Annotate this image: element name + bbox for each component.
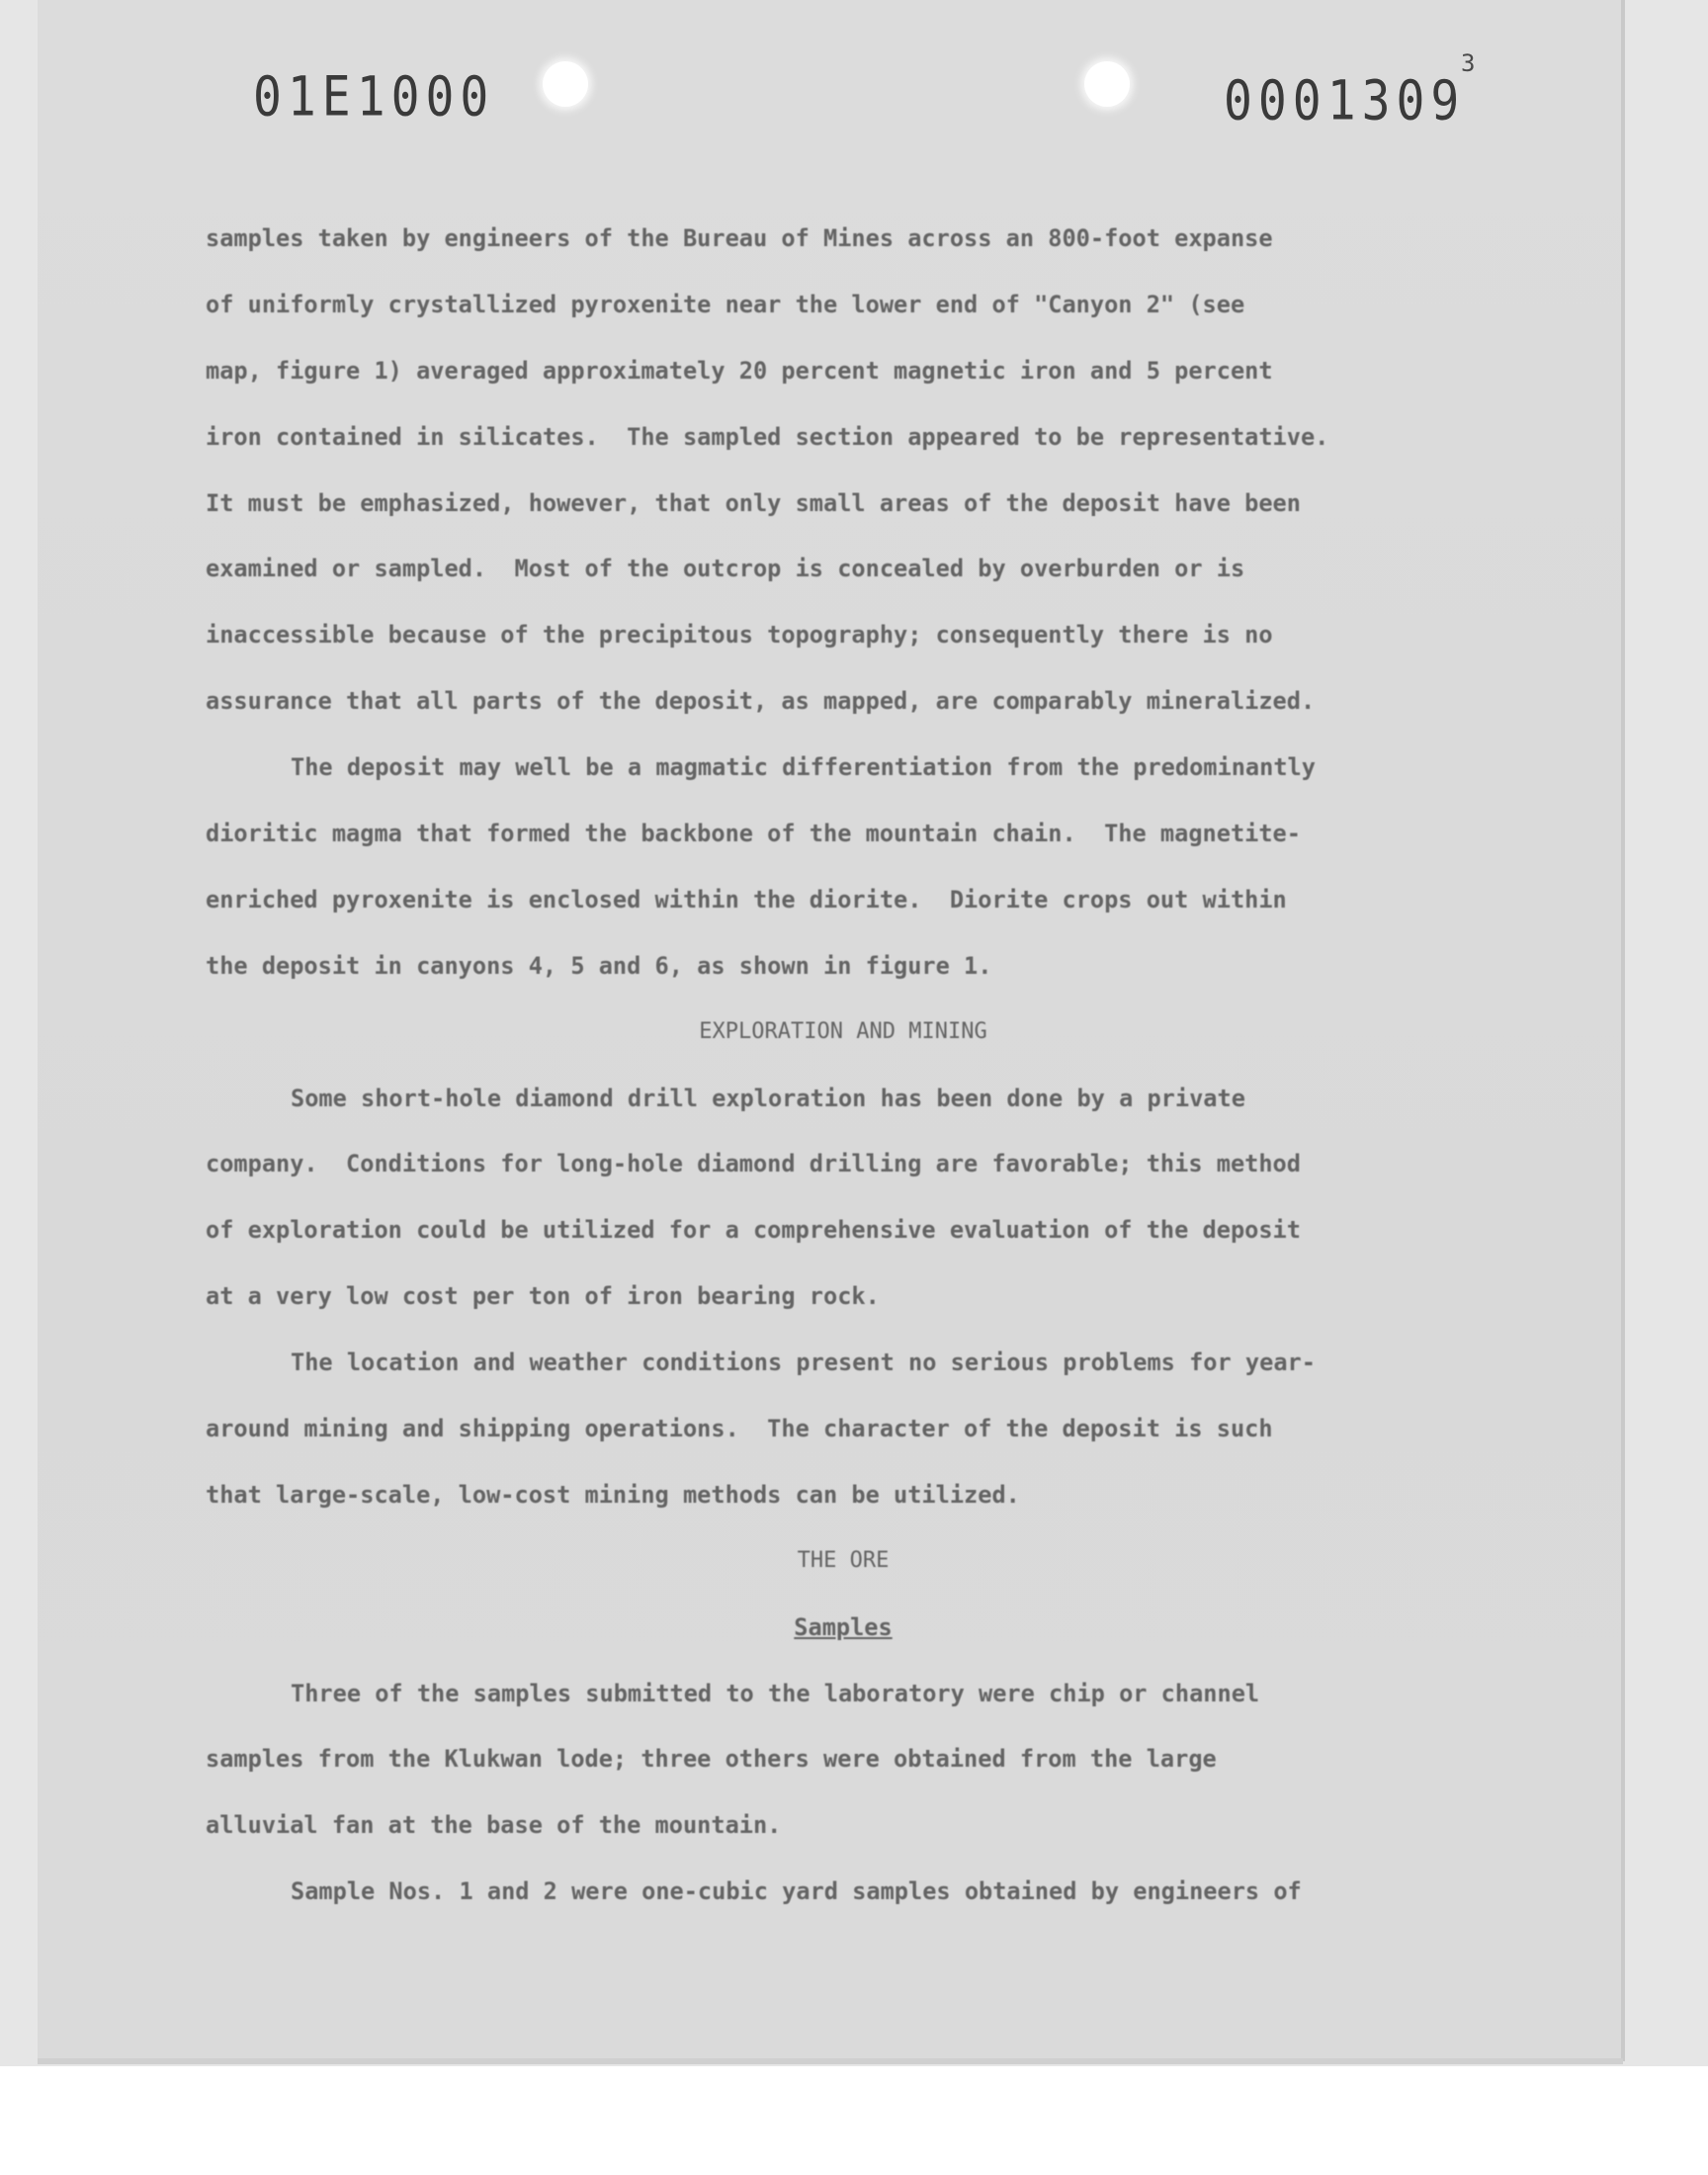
text-line: enriched pyroxenite is enclosed within the diorite. Diorite crops out within [206,885,1287,914]
text-line: of exploration could be utilized for a comprehensive evaluation of the deposit [206,1216,1301,1245]
document-body [206,206,1540,1925]
text-line: Three of the samples submitted to the laboratory were chip or channel [291,1679,1260,1707]
text-line: that large-scale, low-cost mining methods can be utilized. [206,1480,1020,1509]
text-line: inaccessible because of the precipitous topography; consequently there is no [206,621,1273,650]
text-line: samples from the Klukwan lode; three others were obtained from the large [206,1745,1217,1774]
punch-hole-right [1084,61,1130,107]
text-line: the deposit in canyons 4, 5 and 6, as shown in figure 1. [206,951,992,980]
text-line: around mining and shipping operations. The character of the deposit is such [206,1415,1273,1443]
samples-heading-text: Samples [794,1612,893,1641]
document-stamp-left: 01E1000 [253,64,495,130]
text-line: at a very low cost per ton of iron bearing rock. [206,1282,880,1311]
text-line: iron contained in silicates. The sampled section appeared to be representative. [206,422,1329,451]
text-line: Some short-hole diamond drill exploration has been done by a private [291,1084,1245,1112]
section-heading-ore: THE ORE [797,1547,890,1573]
text-line: It must be emphasized, however, that only small areas of the deposit have been [206,488,1301,517]
text-line: map, figure 1) averaged approximately 20 percent magnetic iron and 5 percent [206,356,1273,385]
text-line: samples taken by engineers of the Bureau of Mines across an 800-foot expanse [206,224,1273,252]
punch-hole-left [543,61,588,107]
page-number: 3 [1461,49,1476,77]
document-stamp-right: 0001309 [1224,68,1466,133]
page-edge-shadow [1621,0,1625,2061]
text-line: The location and weather conditions present no serious problems for year- [291,1348,1316,1377]
page-bottom-edge [38,2058,1623,2064]
text-line: company. Conditions for long-hole diamond drilling are favorable; this method [206,1150,1301,1178]
text-line: alluvial fan at the base of the mountain. [206,1811,782,1840]
subsection-heading-samples [206,1595,1540,1661]
text-line: The deposit may well be a magmatic differentiation from the predominantly [291,753,1316,782]
text-line: examined or sampled. Most of the outcrop is concealed by overburden or is [206,555,1245,583]
text-line: of uniformly crystallized pyroxenite near the lower end of "Canyon 2" (see [206,290,1245,318]
text-line: assurance that all parts of the deposit, as mapped, are comparably mineralized. [206,687,1316,716]
section-heading-exploration: EXPLORATION AND MINING [699,1018,987,1044]
text-line: dioritic magma that formed the backbone of the mountain chain. The magnetite- [206,820,1301,848]
text-line: Sample Nos. 1 and 2 were one-cubic yard samples obtained by engineers of [291,1877,1302,1906]
